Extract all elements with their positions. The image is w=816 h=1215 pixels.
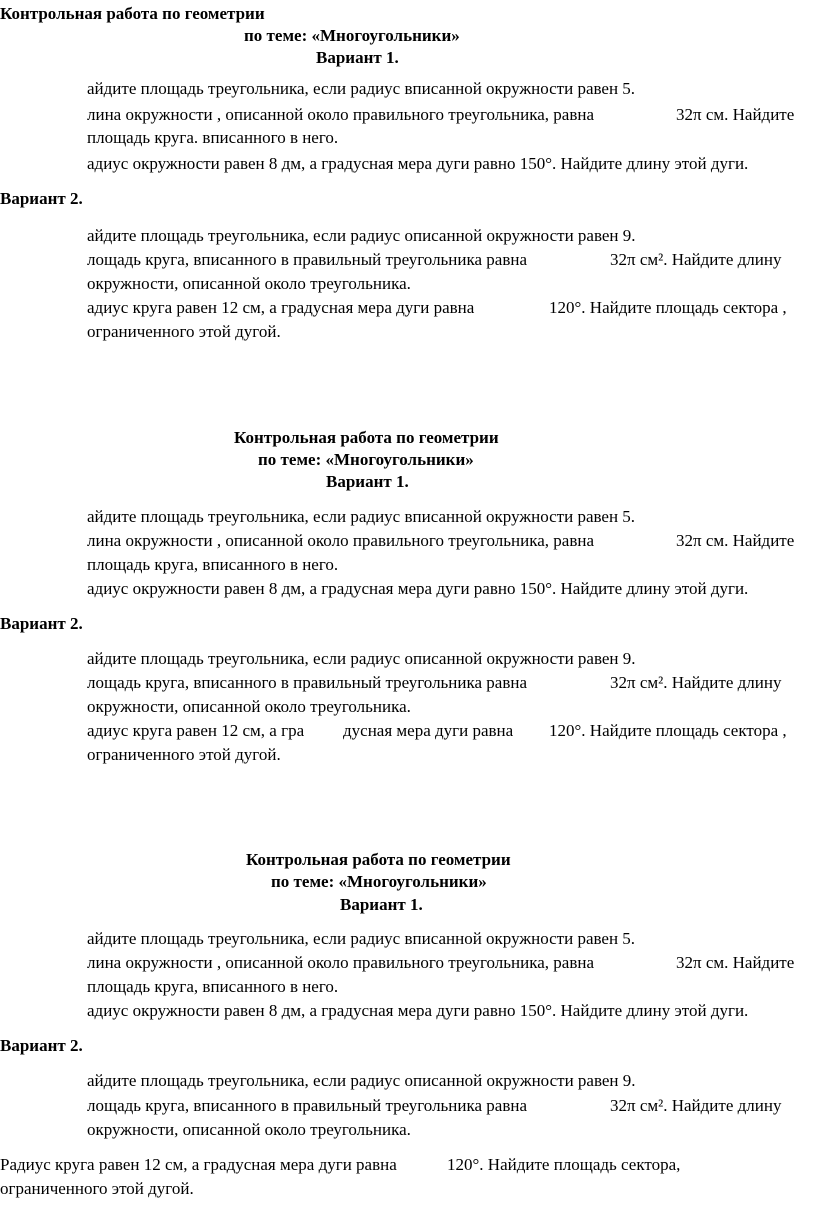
topic-heading: по теме: «Многоугольники»: [271, 872, 487, 891]
task-1-2-cont: площадь круга. вписанного в него.: [87, 128, 339, 147]
task-2-3-part: дусная мера дуги равна: [343, 721, 514, 740]
task-2-3-formula: 120°. Найдите площадь сектора ,: [549, 721, 787, 740]
document-title: Контрольная работа по геометрии: [246, 850, 511, 869]
task-1-3: адиус окружности равен 8 дм, а градусная мера дуги равно 150°. Найдите длину этой дуги.: [87, 154, 749, 173]
task-2-2-formula: 32π см². Найдите длину: [610, 1096, 782, 1115]
task-2-3: Радиус круга равен 12 см, а градусная мера дуги равна: [0, 1155, 397, 1174]
variant-1-heading: Вариант 1.: [326, 472, 409, 491]
task-2-3-cont: ограниченного этой дугой.: [0, 1179, 194, 1198]
task-2-2-cont: окружности, описанной около треугольника.: [87, 274, 411, 293]
task-2-2: лощадь круга, вписанного в правильный треугольника равна: [87, 673, 528, 692]
task-2-2: лощадь круга, вписанного в правильный треугольника равна: [87, 250, 528, 269]
task-1-1: айдите площадь треугольника, если радиус вписанной окружности равен 5.: [87, 79, 636, 98]
task-1-2-formula: 32π см. Найдите: [676, 105, 795, 124]
variant-2-heading: Вариант 2.: [0, 189, 83, 208]
task-2-1: айдите площадь треугольника, если радиус описанной окружности равен 9.: [87, 1071, 636, 1090]
task-1-2-cont: площадь круга, вписанного в него.: [87, 555, 339, 574]
task-1-1: айдите площадь треугольника, если радиус вписанной окружности равен 5.: [87, 929, 636, 948]
task-2-1: айдите площадь треугольника, если радиус описанной окружности равен 9.: [87, 649, 636, 668]
task-1-2-formula: 32π см. Найдите: [676, 531, 795, 550]
task-2-1: айдите площадь треугольника, если радиус описанной окружности равен 9.: [87, 226, 636, 245]
task-1-2: лина окружности , описанной около правильного треугольника, равна: [87, 953, 594, 972]
variant-1-heading: Вариант 1.: [316, 48, 399, 67]
task-2-2-cont: окружности, описанной около треугольника.: [87, 1120, 411, 1139]
variant-1-heading: Вариант 1.: [340, 895, 423, 914]
task-1-1: айдите площадь треугольника, если радиус вписанной окружности равен 5.: [87, 507, 636, 526]
variant-2-heading: Вариант 2.: [0, 614, 83, 633]
task-2-3-cont: ограниченного этой дугой.: [87, 745, 281, 764]
task-2-2-formula: 32π см². Найдите длину: [610, 250, 782, 269]
task-2-3-cont: ограниченного этой дугой.: [87, 322, 281, 341]
task-2-2-formula: 32π см². Найдите длину: [610, 673, 782, 692]
task-2-3: адиус круга равен 12 см, а градусная мера дуги равна: [87, 298, 475, 317]
task-1-3: адиус окружности равен 8 дм, а градусная мера дуги равно 150°. Найдите длину этой дуги.: [87, 1001, 749, 1020]
task-1-2: лина окружности , описанной около правильного треугольника, равна: [87, 531, 594, 550]
task-1-2-formula: 32π см. Найдите: [676, 953, 795, 972]
task-1-3: адиус окружности равен 8 дм, а градусная мера дуги равно 150°. Найдите длину этой дуги.: [87, 579, 749, 598]
task-2-3: адиус круга равен 12 см, а гра: [87, 721, 305, 740]
topic-heading: по теме: «Многоугольники»: [244, 26, 460, 45]
task-2-2-cont: окружности, описанной около треугольника.: [87, 697, 411, 716]
topic-heading: по теме: «Многоугольники»: [258, 450, 474, 469]
variant-2-heading: Вариант 2.: [0, 1036, 83, 1055]
task-2-3-formula: 120°. Найдите площадь сектора,: [447, 1155, 681, 1174]
task-1-2-cont: площадь круга, вписанного в него.: [87, 977, 339, 996]
document-title: Контрольная работа по геометрии: [0, 4, 265, 23]
document-title: Контрольная работа по геометрии: [234, 428, 499, 447]
task-2-2: лощадь круга, вписанного в правильный треугольника равна: [87, 1096, 528, 1115]
task-1-2: лина окружности , описанной около правильного треугольника, равна: [87, 105, 594, 124]
task-2-3-formula: 120°. Найдите площадь сектора ,: [549, 298, 787, 317]
